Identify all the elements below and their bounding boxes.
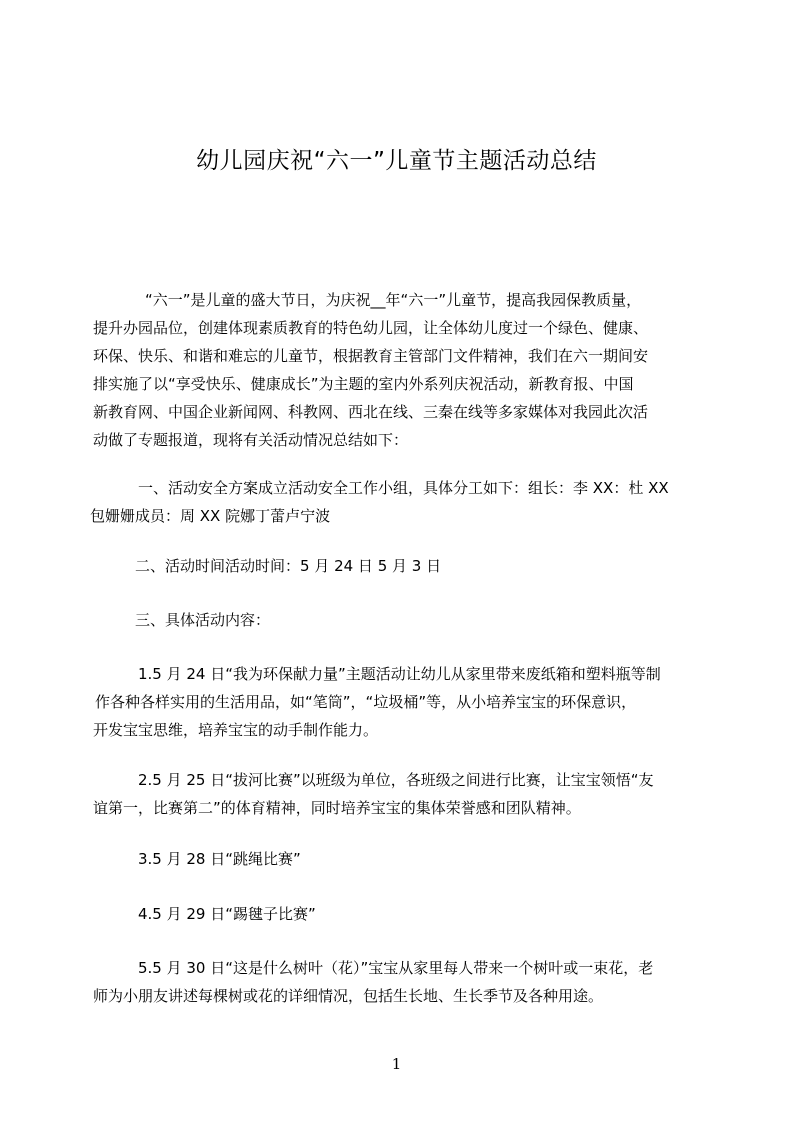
activity-item-line: 谊第一，比赛第二”的体育精神，同时培养宝宝的集体荣誉感和团队精神。 <box>93 799 581 817</box>
intro-line: 动做了专题报道，现将有关活动情况总结如下： <box>93 431 409 449</box>
activity-item-5 <box>93 954 711 1010</box>
section-3-text: 三、具体活动内容： <box>135 611 271 629</box>
section-1-line: 一、活动安全方案成立活动安全工作小组，具体分工如下：组长：李 XX：杜 XX <box>138 479 669 497</box>
activity-item-line: 师为小朋友讲述每棵树或花的详细情况，包括生长地、生长季节及各种用途。 <box>93 987 604 1005</box>
intro-paragraph <box>93 286 711 454</box>
page-number: 1 <box>391 1055 402 1073</box>
section-2-text: 二、活动时间活动时间：5 月 24 日 5 月 3 日 <box>135 557 442 575</box>
activity-item-line: 1.5 月 24 日“我为环保献力量”主题活动让幼儿从家里带来废纸箱和塑料瓶等制 <box>138 665 661 683</box>
activity-item-3 <box>93 845 711 873</box>
intro-line: 环保、快乐、和谐和难忘的儿童节，根据教育主管部门文件精神，我们在六一期间安 <box>93 347 649 365</box>
activity-item-line: 开发宝宝思维，培养宝宝的动手制作能力。 <box>93 721 379 739</box>
intro-line: “六一”是儿童的盛大节日，为庆祝__年“六一”儿童节，提高我园保教质量， <box>145 291 642 309</box>
activity-item-line: 5.5 月 30 日“这是什么树叶（花）”宝宝从家里每人带来一个树叶或一束花，老 <box>138 959 654 977</box>
section-1-paragraph <box>90 474 711 530</box>
section-2-heading <box>93 552 711 580</box>
document-title: 幼儿园庆祝“六一”儿童节主题活动总结 <box>196 148 597 174</box>
activity-item-2 <box>93 766 711 822</box>
activity-item-line: 作各种各样实用的生活用品，如“笔筒”，“垃圾桶”等，从小培养宝宝的环保意识， <box>95 693 637 711</box>
intro-line: 新教育网、中国企业新闻网、科教网、西北在线、三秦在线等多家媒体对我园此次活 <box>93 403 649 421</box>
activity-item-line: 4.5 月 29 日“踢毽子比赛” <box>138 905 316 923</box>
activity-item-1 <box>93 660 711 744</box>
intro-line: 排实施了以“享受快乐、健康成长”为主题的室内外系列庆祝活动，新教育报、中国 <box>93 375 634 393</box>
section-1-line: 包姗姗成员：周 XX 院娜丁蕾卢宁波 <box>90 507 331 525</box>
activity-item-line: 2.5 月 25 日“拔河比赛”以班级为单位，各班级之间进行比赛，让宝宝领悟“友 <box>138 771 654 789</box>
activity-item-4 <box>93 900 711 928</box>
section-3-heading <box>93 606 711 634</box>
activity-item-line: 3.5 月 28 日“跳绳比赛” <box>138 850 301 868</box>
intro-line: 提升办园品位，创建体现素质教育的特色幼儿园，让全体幼儿度过一个绿色、健康、 <box>93 319 649 337</box>
